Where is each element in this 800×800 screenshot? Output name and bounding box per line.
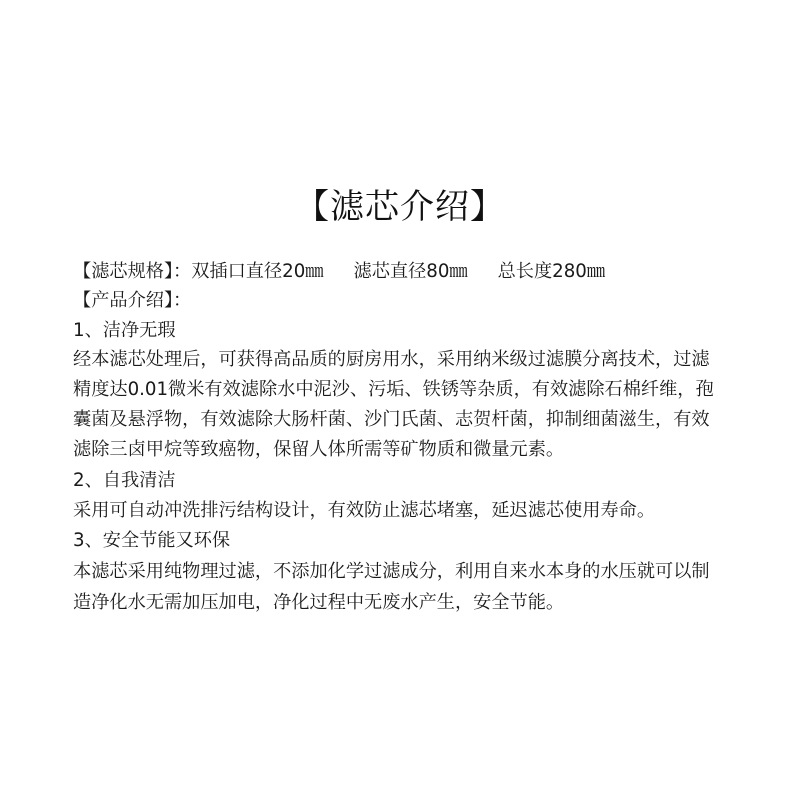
spec-label: 【滤芯规格】：	[73, 261, 192, 282]
spec-filter-diameter: 滤芯直径80㎜	[353, 261, 468, 282]
intro-label: 【产品介绍】：	[73, 290, 192, 311]
spec-total-length: 总长度280㎜	[497, 261, 606, 282]
section-text-line: 采用可自动冲洗排污结构设计，有效防止滤芯堵塞，延迟滤芯使用寿命。	[73, 500, 656, 521]
section-heading: 2、自我清洁	[73, 470, 176, 491]
section-text-line: 经本滤芯处理后，可获得高品质的厨房用水，采用纳米级过滤膜分离技术，过滤	[73, 349, 710, 370]
section-text-line: 本滤芯采用纯物理过滤，不添加化学过滤成分，利用自来水本身的水压就可以制	[73, 561, 710, 582]
section-text-line: 滤除三卤甲烷等致癌物，保留人体所需等矿物质和微量元素。	[73, 439, 565, 460]
section-heading: 1、洁净无瑕	[73, 320, 176, 341]
spec-plug-diameter: 双插口直径20㎜	[191, 261, 324, 282]
section-heading: 3、安全节能又环保	[73, 530, 231, 551]
section-text-line: 造净化水无需加压加电，净化过程中无废水产生，安全节能。	[73, 592, 565, 613]
section-text-line: 囊菌及悬浮物，有效滤除大肠杆菌、沙门氏菌、志贺杆菌，抑制细菌滋生，有效	[73, 409, 710, 430]
page-title: 【滤芯介绍】	[295, 187, 505, 227]
spec-row	[73, 258, 773, 286]
section-text-line: 精度达0.01微米有效滤除水中泥沙、污垢、铁锈等杂质，有效滤除石棉纤维，孢	[73, 379, 714, 400]
